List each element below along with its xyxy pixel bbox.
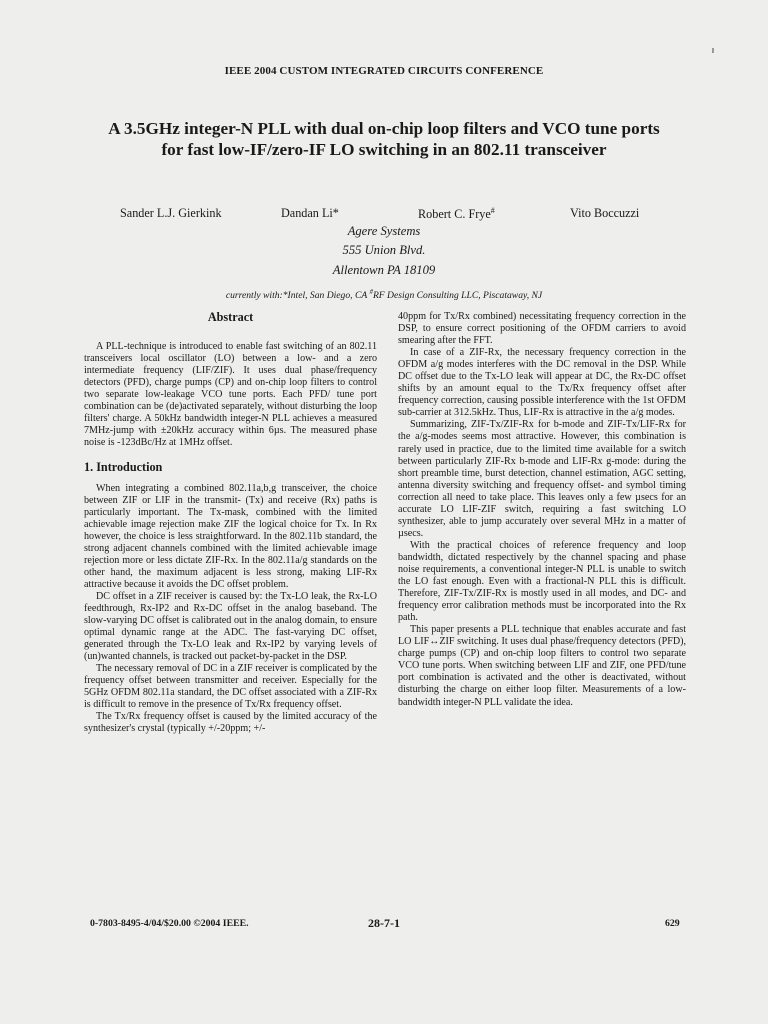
author-name: Dandan Li* xyxy=(281,206,339,220)
page-number: 629 xyxy=(665,918,680,929)
author-mark: # xyxy=(490,206,495,215)
right-column xyxy=(398,311,686,709)
current-suffix: RF Design Consulting LLC, Piscataway, NJ xyxy=(372,290,543,302)
author-list xyxy=(0,206,768,222)
affiliation-company: Agere Systems xyxy=(347,224,421,238)
author-name: Vito Boccuzzi xyxy=(570,206,640,220)
intro-paragraph-continued: 40ppm for Tx/Rx combined) necessitating frequency correction in the DSP, to ensure correct positioning of the OFDM carriers to avoid smearing after the FFT. xyxy=(398,311,686,347)
conference-header: IEEE 2004 CUSTOM INTEGRATED CIRCUITS CONFERENCE xyxy=(224,65,544,77)
author-name: Sander L.J. Gierkink xyxy=(120,206,222,220)
intro-paragraph: The necessary removal of DC in a ZIF receiver is complicated by the frequency offset between transmitter and receiver. Especially for the 5GHz OFDM 802.11a standard, the DC offset associated with a ZIF-Rx is difficult to remove in the presence of Tx/Rx frequency offset. xyxy=(84,663,377,711)
affiliation-street: 555 Union Blvd. xyxy=(342,243,426,257)
section-heading-introduction: 1. Introduction xyxy=(84,460,163,475)
affiliation-city: Allentown PA 18109 xyxy=(332,263,436,277)
intro-paragraph: In case of a ZIF-Rx, the necessary frequency correction in the OFDM a/g modes interferes with the DC removal in the DSP. While DC offset due to the Tx-LO leak will appear at DC, the Rx-DC offset shifts by an amount equal to the Tx/Rx frequency offset after frequency correction, causing possible interference with the 1st OFDM sub-carrier at 312.5kHz. Thus, LIF-Rx is attractive in the a/g modes. xyxy=(398,347,686,419)
abstract-text: A PLL-technique is introduced to enable fast switching of an 802.11 transceivers local oscillator (LO) between a low- and a zero intermediate frequency (LIF/ZIF). It uses dual phase/frequency detectors (PFD), charge pumps (CP) and on-chip loop filters to control two separate low-leakage VCO tune ports. Each PFD/ tune port combination can be (de)activated separately, without disturbing the loop filters' charge. A 50kHz bandwidth integer-N PLL achieves a measured 7MHz-jump with ±20kHz accuracy within 6µs. The measured phase noise is -123dBc/Hz at 1MHz offset. xyxy=(84,341,377,449)
abstract-heading: Abstract xyxy=(207,310,254,324)
intro-paragraph: This paper presents a PLL technique that enables accurate and fast LO LIF↔ZIF switching. It uses dual phase/frequency detectors (PFD), charge pumps (CP) and on-chip loop filters to control two separate VCO tune ports. When switching between LIF and ZIF, one PFD/tune port combination is activated and the other is deactivated, without disturbing the charge on either loop filter. Measurements of a low-bandwidth integer-N PLL validate the idea. xyxy=(398,624,686,708)
left-column xyxy=(84,311,377,736)
title-line-1: A 3.5GHz integer-N PLL with dual on-chip loop filters and VCO tune ports xyxy=(108,119,660,138)
copyright-line: 0-7803-8495-4/04/$20.00 ©2004 IEEE. xyxy=(90,918,249,929)
intro-paragraph: DC offset in a ZIF receiver is caused by: the Tx-LO leak, the Rx-LO feedthrough, Rx-IP2 and Rx-DC offset in the analog baseband. The slow-varying DC offset is calibrated out in the analog domain, to ensure optimal dynamic range at the ADC. The fast-varying DC offset, generated through the Tx-LO leak and Rx-IP2 by varying levels of (un)wanted channels, is tracked out packet-by-packet in the DSP. xyxy=(84,590,377,663)
current-prefix: currently with:*Intel, San Diego, CA xyxy=(225,290,370,302)
paper-id: 28-7-1 xyxy=(368,916,400,930)
intro-paragraph: The Tx/Rx frequency offset is caused by the limited accuracy of the synthesizer's crystal (typically +/-20ppm; +/- xyxy=(84,711,377,735)
author-name xyxy=(418,206,495,222)
title-line-2: for fast low-IF/zero-IF LO switching in an 802.11 transceiver xyxy=(161,140,607,159)
intro-paragraph: With the practical choices of reference frequency and loop bandwidth, dictated respectively by the channel spacing and phase noise requirements, a conventional integer-N PLL is unable to switch the LO fast enough. Even with a fractional-N PLL this is difficult. Therefore, ZIF-Tx/ZIF-Rx is mostly used in all modes, and DC- and frequency error calibration methods must be incorporated into the Rx path. xyxy=(398,539,686,624)
scan-mark xyxy=(712,48,714,53)
intro-paragraph: When integrating a combined 802.11a,b,g transceiver, the choice between ZIF or LIF in the transmit- (Tx) and receive (Rx) paths is particularly important. The Tx-mask, combined with the limited achievable image rejection make ZIF the logical choice for Tx. In Rx however, the choice is less straightforward. In the 802.11b standard, the strong adjacent channels combined with the limited achievable image rejection more or less dictate ZIF-Rx. In the 802.11a/g standards on the other hand, the maximum adjacent is less strong, making LIF-Rx attractive because it avoids the DC offset problem. xyxy=(84,482,377,590)
paper-title xyxy=(60,118,708,160)
current-mark: # xyxy=(369,288,373,296)
intro-paragraph: Summarizing, ZIF-Tx/ZIF-Rx for b-mode and ZIF-Tx/LIF-Rx for the a/g-modes seems most attractive. However, this combination is rarely used in practice, due to the limited time available for a switch between particularly ZIF-Rx b-mode and LIF-Rx g-mode: during the short preamble time, burst detection, channel estimation, AGC setting, antenna diversity switching and frequency offset- and symbol timing correction all need to take place. This leaves only a few µsecs for an accurate LO LIF-ZIF switch, requiring a fast switching LO synthesizer, able to jump accurately over several MHz in a matter of µsecs. xyxy=(398,419,686,539)
current-affiliation xyxy=(0,288,768,301)
author-name-text: Robert C. Frye xyxy=(418,207,491,222)
